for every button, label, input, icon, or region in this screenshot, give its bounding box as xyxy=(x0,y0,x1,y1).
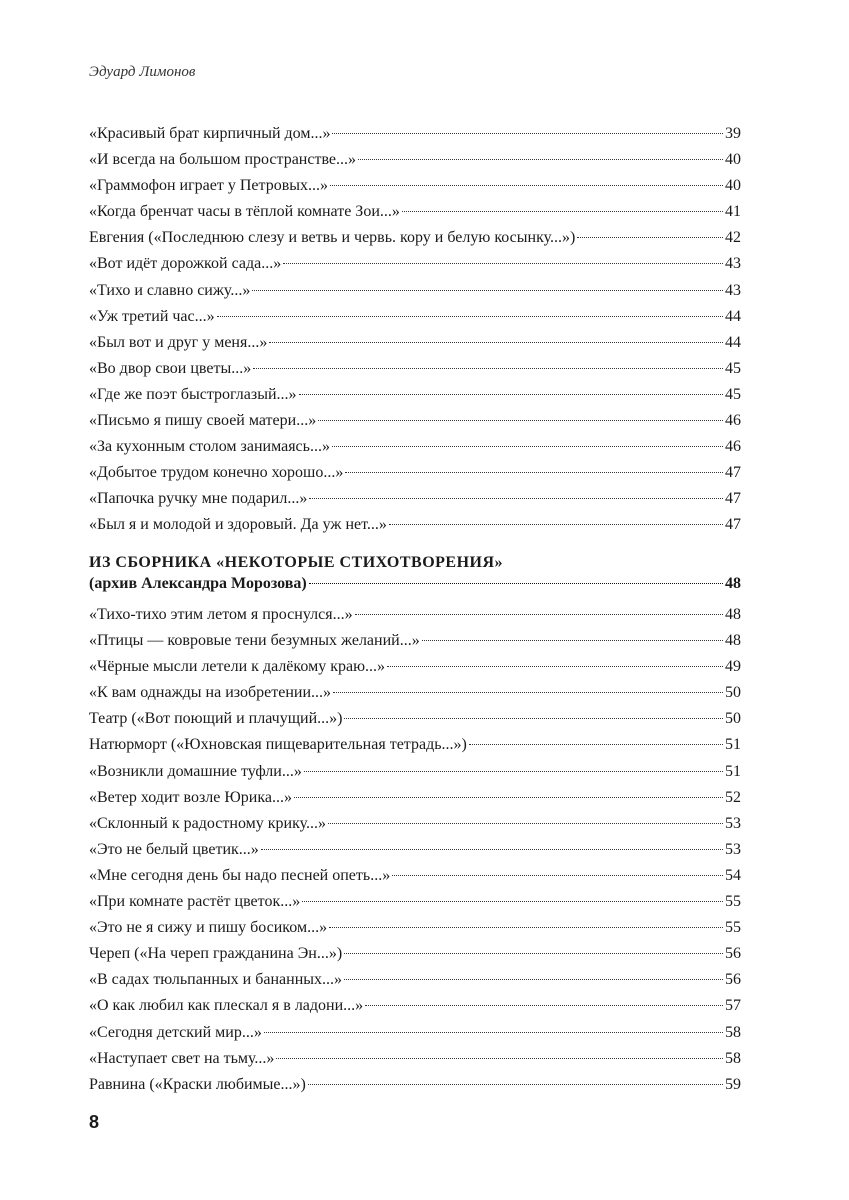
toc-entry-title: «Письмо я пишу своей матери...» xyxy=(89,412,317,430)
dot-leader xyxy=(304,771,723,772)
toc-entry-title: «К вам однажды на изобретении...» xyxy=(89,684,332,702)
toc-entry xyxy=(89,993,741,1019)
toc-entry xyxy=(89,654,741,680)
dot-leader xyxy=(308,1084,723,1085)
toc-entry-page: 39 xyxy=(725,125,741,142)
toc-entry-page: 56 xyxy=(725,971,741,989)
toc-entry xyxy=(89,732,741,758)
toc-entry-title: «О как любил как плескал я в ладони...» xyxy=(89,997,364,1015)
toc-entry-page: 51 xyxy=(725,762,741,780)
dot-leader xyxy=(217,316,723,317)
toc-entry xyxy=(89,199,741,225)
toc-entry-page: 48 xyxy=(725,606,741,623)
toc-entry-title: «И всегда на большом пространстве...» xyxy=(89,151,357,169)
toc-entry xyxy=(89,304,741,330)
toc-entry-page: 40 xyxy=(725,177,741,195)
toc-entry xyxy=(89,915,741,941)
toc-entry-title: «Уж третий час...» xyxy=(89,307,215,325)
toc-entry-page: 42 xyxy=(725,229,741,247)
dot-leader xyxy=(422,640,723,641)
toc-entry-title: «Был я и молодой и здоровый. Да уж нет...» xyxy=(89,516,387,534)
dot-leader xyxy=(269,342,723,343)
toc-entry-title: «Во двор свои цветы...» xyxy=(89,359,252,377)
dot-leader xyxy=(309,498,723,499)
toc-entry-title: «Красивый брат кирпичный дом...» xyxy=(89,125,331,142)
toc-entry xyxy=(89,680,741,706)
toc-entry xyxy=(89,706,741,732)
section-title: ИЗ СБОРНИКА «НЕКОТОРЫЕ СТИХОТВОРЕНИЯ» xyxy=(89,554,504,571)
toc-entry-title: «Чёрные мысли летели к далёкому краю...» xyxy=(89,658,386,676)
toc-entry xyxy=(89,121,741,147)
toc-entry-page: 46 xyxy=(725,412,741,430)
toc-entry-page: 54 xyxy=(725,866,741,884)
toc-entry-title: «Это не белый цветик...» xyxy=(89,840,259,858)
toc-entry xyxy=(89,486,741,512)
toc-entry-page: 53 xyxy=(725,814,741,832)
toc-entry-title: «Это не я сижу и пишу босиком...» xyxy=(89,919,328,937)
toc-entry-title: «При комнате растёт цветок...» xyxy=(89,893,301,911)
toc-entry-title: «Тихо-тихо этим летом я проснулся...» xyxy=(89,606,353,623)
toc-entry-title: «Добытое трудом конечно хорошо...» xyxy=(89,464,344,482)
toc-entry-title: «Птицы — ковровые тени безумных желаний...» xyxy=(89,632,420,650)
dot-leader xyxy=(299,394,724,395)
toc-entry-title: Натюрморт («Юхновская пищеварительная тетрадь...») xyxy=(89,736,467,754)
toc-entry-page: 47 xyxy=(725,464,741,482)
dot-leader xyxy=(294,797,723,798)
dot-leader xyxy=(283,263,723,264)
toc-entry xyxy=(89,1020,741,1046)
toc-entry xyxy=(89,759,741,785)
toc-entry xyxy=(89,811,741,837)
toc-entry xyxy=(89,330,741,356)
toc-entry xyxy=(89,863,741,889)
toc-entry-page: 43 xyxy=(725,281,741,299)
toc-entry-title: «Ветер ходит возле Юрика...» xyxy=(89,788,292,806)
dot-leader xyxy=(264,1032,723,1033)
toc-entry-page: 43 xyxy=(725,255,741,273)
toc-entry-title: «Граммофон играет у Петровых...» xyxy=(89,177,328,195)
dot-leader xyxy=(329,927,723,928)
dot-leader xyxy=(387,666,723,667)
section-page-number: 48 xyxy=(725,575,741,592)
toc-entry-title: «Сегодня детский мир...» xyxy=(89,1023,262,1041)
toc-entry-page: 45 xyxy=(725,385,741,403)
toc-entry-page: 49 xyxy=(725,658,741,676)
toc-entry-page: 59 xyxy=(725,1075,741,1093)
toc-entry xyxy=(89,460,741,486)
dot-leader xyxy=(389,524,723,525)
dot-leader xyxy=(252,290,723,291)
running-head: Эдуард Лимонов xyxy=(89,64,196,80)
dot-leader xyxy=(318,420,723,421)
toc-entry xyxy=(89,278,741,304)
toc-entry xyxy=(89,408,741,434)
toc-entry-title: «Склонный к радостному крику...» xyxy=(89,814,327,832)
toc-entry-title: Равнина («Краски любимые...») xyxy=(89,1075,306,1093)
toc-entry-page: 44 xyxy=(725,307,741,325)
toc-entry xyxy=(89,837,741,863)
dot-leader xyxy=(344,718,723,719)
toc-entry-page: 50 xyxy=(725,710,741,728)
dot-leader xyxy=(276,1058,723,1059)
dot-leader xyxy=(469,744,723,745)
dot-leader xyxy=(344,953,723,954)
toc-entry xyxy=(89,967,741,993)
toc-entry-title: Череп («На череп гражданина Эн...») xyxy=(89,945,343,963)
dot-leader xyxy=(309,583,723,584)
toc-entry xyxy=(89,356,741,382)
dot-leader xyxy=(332,446,723,447)
toc-entry-page: 45 xyxy=(725,359,741,377)
toc-entry-page: 58 xyxy=(725,1023,741,1041)
toc-entry-title: «Возникли домашние туфли...» xyxy=(89,762,302,780)
toc-entry-page: 51 xyxy=(725,736,741,754)
toc-entry-page: 41 xyxy=(725,203,741,221)
toc-entry xyxy=(89,251,741,277)
dot-leader xyxy=(332,133,723,134)
toc-entry-page: 47 xyxy=(725,490,741,508)
toc-entry-title: «За кухонным столом занимаясь...» xyxy=(89,438,330,456)
toc-entry xyxy=(89,1046,741,1072)
toc-entry xyxy=(89,889,741,915)
toc-entry-page: 52 xyxy=(725,788,741,806)
section-subtitle-row xyxy=(89,573,741,595)
toc-entry xyxy=(89,1072,741,1098)
toc-entry xyxy=(89,785,741,811)
toc-entry-title: «Мне сегодня день бы надо песней опеть...» xyxy=(89,866,391,884)
toc-entry-page: 55 xyxy=(725,919,741,937)
toc-entry-page: 57 xyxy=(725,997,741,1015)
toc-entry xyxy=(89,382,741,408)
dot-leader xyxy=(365,1005,723,1006)
toc-entry xyxy=(89,173,741,199)
toc-entry-page: 56 xyxy=(725,945,741,963)
toc-entry xyxy=(89,147,741,173)
toc-entry-title: «Наступает свет на тьму...» xyxy=(89,1049,275,1067)
toc-list-top xyxy=(89,121,741,539)
toc-entry-title: «Папочка ручку мне подарил...» xyxy=(89,490,308,508)
toc-entry-title: «Вот идёт дорожкой сада...» xyxy=(89,255,282,273)
toc-entry-title: «В садах тюльпанных и бананных...» xyxy=(89,971,343,989)
page-number: 8 xyxy=(89,1112,100,1132)
toc-entry-page: 46 xyxy=(725,438,741,456)
toc-entry xyxy=(89,941,741,967)
toc-entry-page: 58 xyxy=(725,1049,741,1067)
toc-entry-page: 48 xyxy=(725,632,741,650)
dot-leader xyxy=(577,237,723,238)
section-subtitle: (архив Александра Морозова) xyxy=(89,575,307,592)
dot-leader xyxy=(358,159,723,160)
toc-entry-page: 47 xyxy=(725,516,741,534)
dot-leader xyxy=(302,901,723,902)
dot-leader xyxy=(330,185,723,186)
toc-entry xyxy=(89,512,741,538)
toc-entry-title: Евгения («Последнюю слезу и ветвь и червь. кору и белую косынку...») xyxy=(89,229,576,247)
toc-entry-title: «Был вот и друг у меня...» xyxy=(89,333,268,351)
dot-leader xyxy=(261,849,723,850)
toc-entry-title: «Где же поэт быстроглазый...» xyxy=(89,385,297,403)
toc-entry xyxy=(89,628,741,654)
toc-entry-page: 40 xyxy=(725,151,741,169)
dot-leader xyxy=(344,979,723,980)
section-heading xyxy=(89,553,741,595)
dot-leader xyxy=(328,823,723,824)
toc-entry xyxy=(89,225,741,251)
dot-leader xyxy=(345,472,723,473)
dot-leader xyxy=(392,875,723,876)
toc-entry-title: «Тихо и славно сижу...» xyxy=(89,281,251,299)
toc-entry xyxy=(89,434,741,460)
toc-entry-page: 50 xyxy=(725,684,741,702)
dot-leader xyxy=(333,692,723,693)
toc-entry-title: Театр («Вот поющий и плачущий...») xyxy=(89,710,343,728)
toc-entry-page: 55 xyxy=(725,893,741,911)
dot-leader xyxy=(253,368,723,369)
toc-list-bottom xyxy=(89,602,741,1098)
toc-entry xyxy=(89,602,741,628)
toc-entry-page: 53 xyxy=(725,840,741,858)
toc-entry-page: 44 xyxy=(725,333,741,351)
dot-leader xyxy=(402,211,723,212)
dot-leader xyxy=(355,614,723,615)
toc-entry-title: «Когда бренчат часы в тёплой комнате Зои...» xyxy=(89,203,400,221)
